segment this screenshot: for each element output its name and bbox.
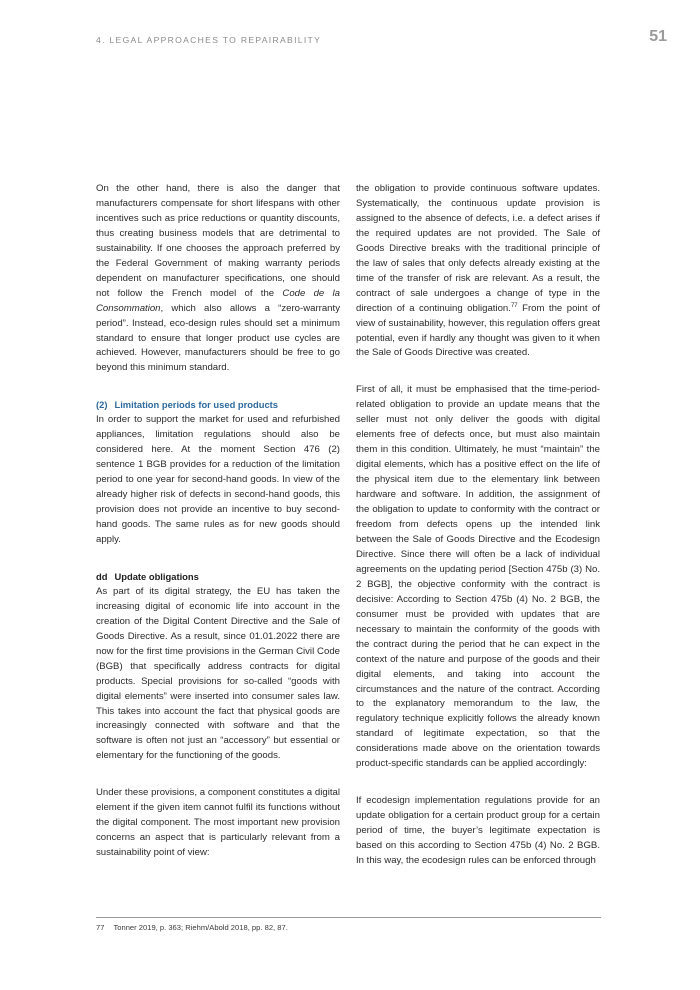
paragraph-text: the obligation to provide continuous software updates. Systematically, the continuous update provision is assigned to the absence of defects, i.e. a defect arises if the required updates are not provided. The Sale of Goods Directive breaks with the traditional principle of the law of sales that only defects already existing at the time of the transfer of risk are relevant. As a result, the contract of sale undergoes a change of type in the direction of a continuing obligation.: [356, 183, 600, 314]
subheading-update-obligations: [96, 570, 340, 585]
paragraph: [356, 182, 600, 361]
footnote-text: Tonner 2019, p. 363; Riehm/Abold 2018, pp. 82, 87.: [113, 923, 288, 932]
paragraph: [96, 182, 340, 376]
footnote-divider: [96, 917, 601, 918]
page-number: 51: [649, 28, 667, 45]
subheading-tag: (2): [96, 399, 108, 411]
subheading-title: Update obligations: [114, 570, 199, 582]
paragraph: If ecodesign implementation regulations provide for an update obligation for a certain product group for a certain period of time, the buyer’s legitimate expectation is based on this according to Section 475b (4) No. 2 BGB. In this way, the ecodesign rules can be enforced through: [356, 795, 600, 867]
footnote-number: 77: [96, 923, 105, 932]
paragraph: First of all, it must be emphasised that the time-period-related obligation to provide an update means that the seller must not only deliver the goods with digital elements free of defects once, but must also maintain them in this condition. Ultimately, he must “maintain” the digital elements, which has a positive effect on the life of the physical item due to the elementary link between hardware and software. In addition, the assignment of the obligation to update to conformity with the contract or freedom from defects opens up the intended link between the Sale of Goods Directive and the Ecodesign Directive. Since there will often be a lack of individual agreements on the updating period [Section 475b (3) No. 2 BGB], the objective conformity with the contract is decisive: According to Section 475b (4) No. 2 BGB, the consumer must be provided with updates that are necessary to maintain the conformity of the goods with the contract during the period that he can expect in the context of the nature and purpose of the goods and their digital elements, and taking into account the circumstances and the nature of the contract. According to the explanatory memorandum to the law, the regulatory technique explicitly follows the already known standard of legitimate expectation, so that the considerations made above on the orientation towards product-specific standards can be applied accordingly:: [356, 384, 600, 770]
subheading-title: Limitation periods for used products: [114, 399, 279, 411]
footnote-reference[interactable]: 77: [510, 302, 518, 309]
running-head: 4. LEGAL APPROACHES TO REPAIRABILITY: [96, 35, 322, 45]
paragraph: As part of its digital strategy, the EU has taken the increasing digital of economic life into account in the creation of the Digital Content Directive and the Sale of Goods Directive. As a result, since 01.01.2022 there are now for the first time provisions in the German Civil Code (BGB) that specifically address contracts for digital products. Special provisions for so-called “goods with digital elements” were inserted into consumer sales law. This takes into account the fact that physical goods are increasingly connected with software and that the software is often not just an “accessory” but essential or elementary for the functioning of the goods.: [96, 585, 340, 762]
paragraph-text: From the point of view of sustainability, however, this regulation offers great potential, even if hardly any thought was given to it when the Sale of Goods Directive was created.: [356, 302, 600, 359]
emphasis-code-title: Code de la Consommation: [96, 287, 340, 314]
paragraph: In order to support the market for used and refurbished appliances, limitation regulations should also be considered here. At the moment Section 476 (2) sentence 1 BGB provides for a reduction of the limitation period to one year for second-hand goods. In view of the already higher risk of defects in second-hand goods, this provision does not provide an incentive to buy second-hand goods. The same rules as for new goods should apply.: [96, 414, 340, 545]
subheading-tag: dd: [96, 570, 108, 582]
paragraph-text: On the other hand, there is also the danger that manufacturers compensate for short lifespans with other incentives such as price reductions or quantity discounts, thus creating business models that are detrimental to sustainability. If one chooses the approach preferred by the Federal Government of making warranty periods dependent on manufacturer specifications, one should not follow the French model of the: [96, 183, 340, 299]
subheading-limitation-periods: [96, 398, 340, 413]
paragraph: Under these provisions, a component constitutes a digital element if the given item cannot fulfil its functions without the digital component. The most important new provision concerns an aspect that is particularly relevant from a sustainability point of view:: [96, 787, 340, 859]
right-column: [356, 182, 600, 869]
paragraph-text: , which also allows a “zero-warranty period”. Instead, eco-design rules should set a minimum standard to ensure that longer product use cycles are achieved. However, manufacturers should be free to go beyond this minimum standard.: [96, 302, 340, 374]
footnote: [96, 923, 288, 932]
left-column: [96, 182, 340, 861]
